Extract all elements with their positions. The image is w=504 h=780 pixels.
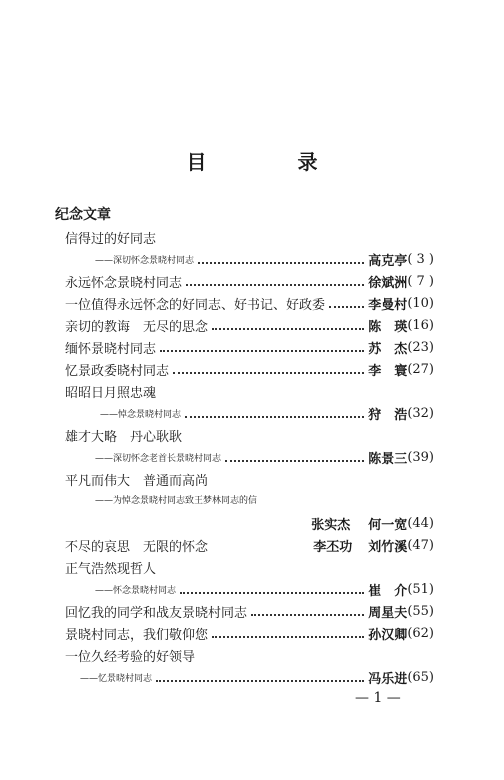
toc-entry — [95, 248, 434, 270]
toc-entry — [65, 534, 434, 556]
entry-author: 徐斌洲 — [368, 275, 408, 291]
entry-title: 平凡而伟大 普通而高尚 — [65, 473, 209, 489]
entry-title: 正气浩然现哲人 — [65, 561, 157, 577]
entry-page: (44) — [407, 515, 434, 531]
entry-author: 刘竹溪 — [368, 539, 408, 555]
entry-subtitle: ——深切怀念景晓村同志 — [95, 255, 195, 266]
toc-entry — [95, 446, 434, 468]
dot-leader — [251, 613, 364, 616]
entry-author: 崔 介 — [368, 583, 408, 599]
entry-page: (32) — [407, 405, 434, 421]
entry-title: 不尽的哀思 无限的怀念 — [65, 539, 209, 555]
toc-entry — [95, 578, 434, 600]
toc-entry — [65, 336, 434, 358]
toc-entry — [65, 380, 434, 402]
entry-author: 高克亭 — [368, 253, 408, 269]
entry-title: 一位值得永远怀念的好同志、好书记、好政委 — [65, 297, 326, 313]
dot-leader — [160, 349, 364, 352]
page-title: 目 录 — [186, 150, 360, 174]
toc-entry — [65, 424, 434, 446]
dot-leader — [180, 591, 364, 594]
entry-subtitle: ——为悼念景晓村同志致王梦林同志的信 — [95, 495, 258, 506]
entry-title: 一位久经考验的好领导 — [65, 649, 196, 665]
page-number: — 1 — — [355, 690, 401, 706]
entry-author: 陈 瑛 — [368, 319, 408, 335]
entry-author: 狩 浩 — [368, 407, 408, 423]
dot-leader — [173, 371, 364, 374]
dot-leader — [212, 635, 364, 638]
toc-entry — [65, 622, 434, 644]
entry-page: (51) — [407, 581, 434, 597]
toc-entry — [95, 488, 434, 510]
entry-author: 李 寰 — [368, 363, 408, 379]
entry-title: 回忆我的同学和战友景晓村同志 — [65, 605, 248, 621]
toc-entry — [80, 666, 434, 688]
entry-subtitle: ——深切怀念老首长景晓村同志 — [95, 453, 222, 464]
entry-page: (23) — [407, 339, 434, 355]
entry-subtitle: ——怀念景晓村同志 — [95, 585, 177, 596]
entry-page: (62) — [407, 625, 434, 641]
entry-author: 张实杰 — [311, 517, 351, 533]
entry-author: 李丕功 — [313, 539, 353, 555]
entry-author: 何一宽 — [368, 517, 408, 533]
entry-subtitle: ——悼念景晓村同志 — [100, 409, 182, 420]
entry-subtitle: ——忆景晓村同志 — [80, 673, 153, 684]
entry-page: (55) — [407, 603, 434, 619]
entry-title: 信得过的好同志 — [65, 231, 157, 247]
toc-entry — [65, 226, 434, 248]
entry-author: 李曼村 — [368, 297, 408, 313]
dot-leader — [329, 305, 364, 308]
toc-entry — [65, 644, 434, 666]
dot-leader — [225, 459, 364, 462]
dot-leader — [186, 283, 364, 286]
toc-entry — [65, 314, 434, 336]
entry-author: 苏 杰 — [368, 341, 408, 357]
toc-entry — [65, 600, 434, 622]
dot-leader — [198, 261, 364, 264]
entry-title: 景晓村同志，我们敬仰您 — [65, 627, 209, 643]
entry-page: (39) — [407, 449, 434, 465]
dot-leader — [156, 679, 364, 682]
toc-entry — [65, 358, 434, 380]
entry-page: (10) — [407, 295, 434, 311]
entry-author: 陈景三 — [368, 451, 408, 467]
section-heading: 纪念文章 — [55, 207, 111, 223]
entry-title: 亲切的教诲 无尽的思念 — [65, 319, 209, 335]
entry-title: 缅怀景晓村同志 — [65, 341, 157, 357]
entry-page: (47) — [407, 537, 434, 553]
entry-title: 永远怀念景晓村同志 — [65, 275, 183, 291]
toc-entry — [65, 292, 434, 314]
toc-entry — [100, 402, 434, 424]
entry-page: ( 3 ) — [407, 251, 434, 267]
toc-entry — [65, 556, 434, 578]
toc-entry — [65, 512, 434, 534]
entry-author: 冯乐进 — [368, 671, 408, 687]
toc-entry — [65, 270, 434, 292]
entry-title: 昭昭日月照忠魂 — [65, 385, 157, 401]
entry-title: 忆景政委晓村同志 — [65, 363, 170, 379]
entry-author: 孙汉卿 — [368, 627, 408, 643]
entry-page: (65) — [407, 669, 434, 685]
dot-leader — [185, 415, 364, 418]
dot-leader — [212, 327, 364, 330]
toc-entry — [65, 468, 434, 490]
entry-page: (27) — [407, 361, 434, 377]
entry-page: (16) — [407, 317, 434, 333]
entry-page: ( 7 ) — [407, 273, 434, 289]
entry-title: 雄才大略 丹心耿耿 — [65, 429, 183, 445]
entry-author: 周星夫 — [368, 605, 408, 621]
